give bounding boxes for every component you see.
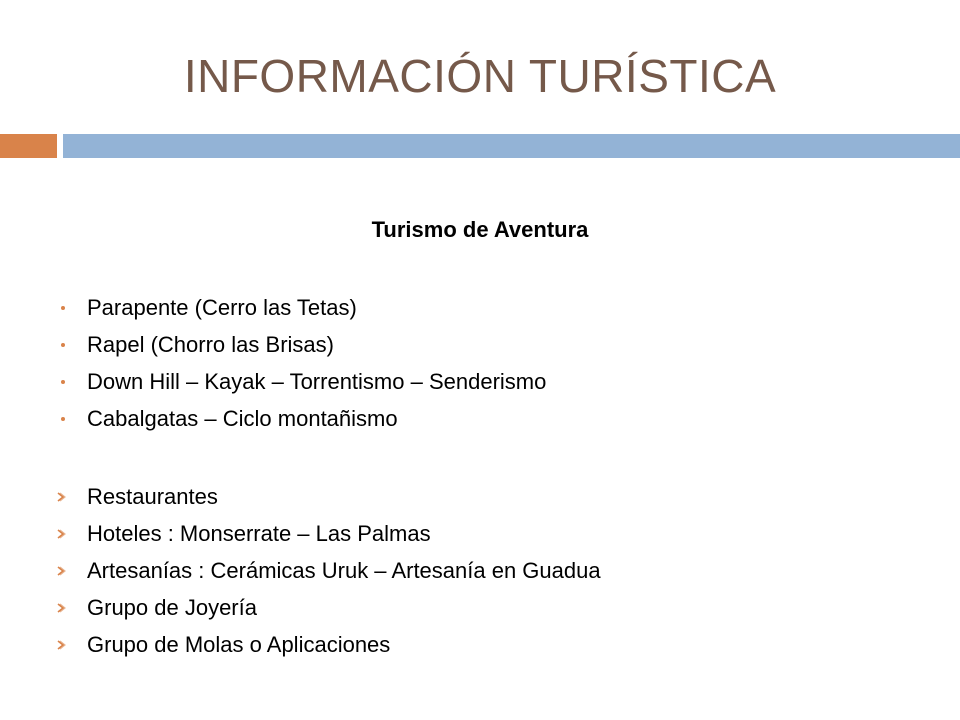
list-item bbox=[0, 626, 960, 663]
dot-bullet-icon bbox=[61, 417, 65, 421]
service-text: Grupo de Molas o Aplicaciones bbox=[87, 632, 391, 657]
section-heading: Turismo de Aventura bbox=[371, 217, 589, 242]
list-item bbox=[0, 515, 960, 552]
arrow-bullet-icon bbox=[55, 602, 67, 614]
activity-text: Parapente (Cerro las Tetas) bbox=[87, 295, 357, 320]
service-list bbox=[0, 478, 960, 663]
list-item bbox=[0, 589, 960, 626]
arrow-bullet-icon bbox=[55, 639, 67, 651]
arrow-bullet-icon bbox=[55, 528, 67, 540]
slide-title: INFORMACIÓN TURÍSTICA bbox=[183, 50, 777, 102]
service-text: Hoteles : Monserrate – Las Palmas bbox=[87, 521, 431, 546]
list-item bbox=[0, 289, 960, 326]
list-item bbox=[0, 326, 960, 363]
dot-bullet-icon bbox=[61, 343, 65, 347]
accent-bar-blue bbox=[63, 134, 960, 158]
list-item bbox=[0, 400, 960, 437]
service-text: Grupo de Joyería bbox=[87, 595, 257, 620]
service-text: Restaurantes bbox=[87, 484, 218, 509]
activity-text: Cabalgatas – Ciclo montañismo bbox=[87, 406, 398, 431]
dot-bullet-icon bbox=[61, 380, 65, 384]
arrow-bullet-icon bbox=[55, 565, 67, 577]
activity-text: Down Hill – Kayak – Torrentismo – Senderismo bbox=[87, 369, 547, 394]
arrow-bullet-icon bbox=[55, 491, 67, 503]
activity-text: Rapel (Chorro las Brisas) bbox=[87, 332, 334, 357]
list-item bbox=[0, 552, 960, 589]
accent-bar-orange bbox=[0, 134, 57, 158]
service-text: Artesanías : Cerámicas Uruk – Artesanía en Guadua bbox=[87, 558, 601, 583]
list-item bbox=[0, 363, 960, 400]
activity-list bbox=[0, 289, 960, 437]
list-item bbox=[0, 478, 960, 515]
dot-bullet-icon bbox=[61, 306, 65, 310]
